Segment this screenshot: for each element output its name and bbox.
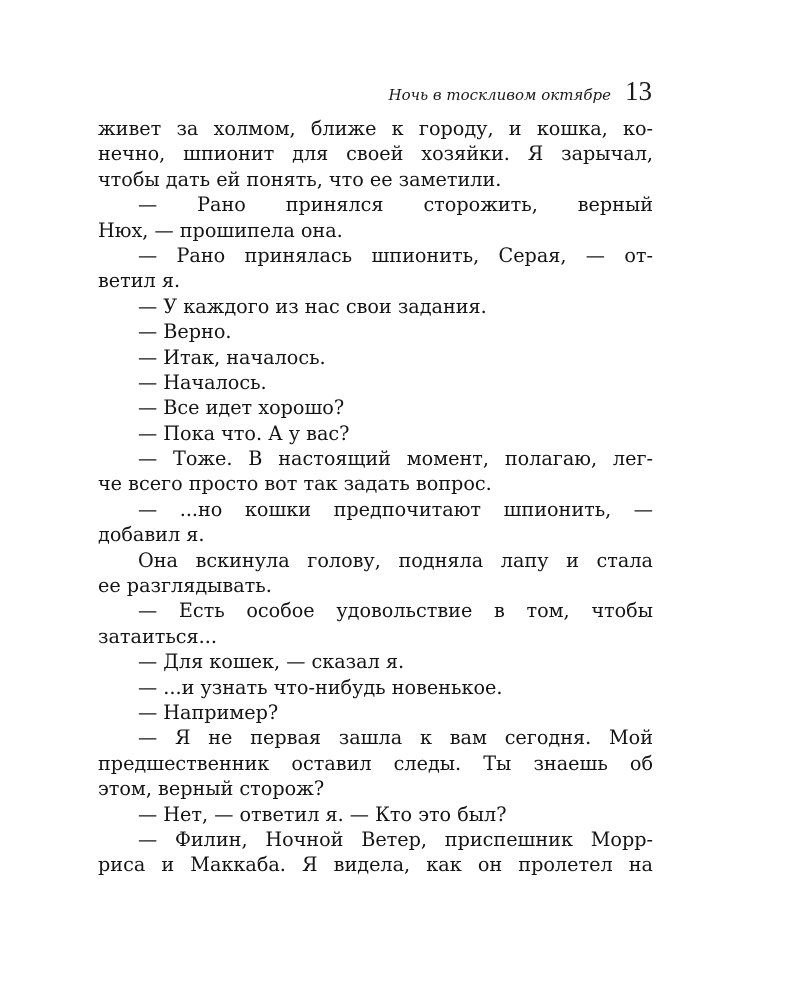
text-line: — Началось. [138,370,267,394]
text-line: ветил я. [98,269,181,293]
text-line: нечно, шпионит для своей хозяйки. Я зарычал, [98,142,653,166]
text-line: предшественник оставил следы. Ты знаешь об [98,751,653,775]
text-line: — Верно. [138,320,232,344]
text-line: — Тоже. В настоящий момент, полагаю, лег- [138,447,653,471]
text-line: — ...и узнать что-нибудь новенькое. [138,675,503,699]
text-line: затаиться... [98,624,217,648]
text-line: — Филин, Ночной Ветер, приспешник Морр- [138,827,653,851]
text-line: Она вскинула голову, подняла лапу и стала [138,548,653,572]
text-line: — Все идет хорошо? [138,396,345,420]
text-line: че всего просто вот так задать вопрос. [98,472,492,496]
text-line: — Нет, — ответил я. — Кто это был? [138,802,507,826]
text-line: — Рано принялась шпионить, Серая, — от- [138,243,653,267]
running-title: Ночь в тоскливом октябре [388,86,611,104]
text-line: добавил я. [98,523,205,547]
text-line: — Я не первая зашла к вам сегодня. Мой [138,726,653,750]
text-line: этом, верный сторож? [98,777,325,801]
text-line: риса и Маккаба. Я видела, как он пролетел на [98,853,653,877]
text-line: — Есть особое удовольствие в том, чтобы [138,599,653,623]
text-line: чтобы дать ей понять, что ее заметили. [98,167,502,191]
text-line: ее разглядывать. [98,574,272,598]
text-line: — Например? [138,700,279,724]
text-line: — Пока что. А у вас? [138,421,350,445]
text-line: — ...но кошки предпочитают шпионить, — [138,497,653,521]
page-number: 13 [625,76,652,106]
text-line: — Рано принялся сторожить, верный [138,193,653,217]
text-line: — Итак, началось. [138,345,326,369]
text-line: — Для кошек, — сказал я. [138,650,405,674]
text-line: Нюх, — прошипела она. [98,218,343,242]
page-header [389,76,652,107]
body-text [98,116,653,878]
text-line: — У каждого из нас свои задания. [138,294,487,318]
text-line: живет за холмом, ближе к городу, и кошка, ко- [98,117,653,140]
